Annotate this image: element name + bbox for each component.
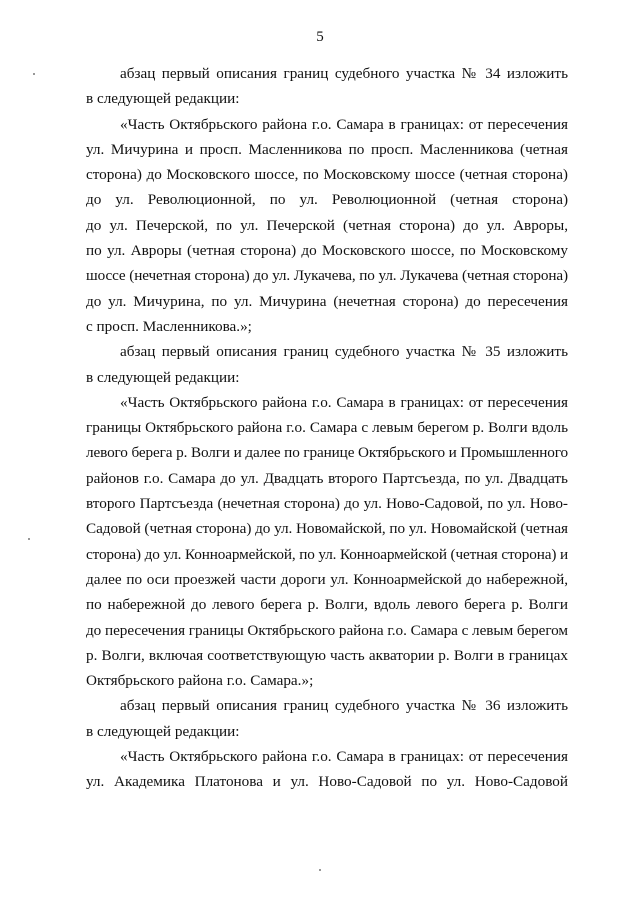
paragraph-boundary-35 bbox=[86, 390, 568, 694]
text-line: второго Партсъезда (нечетная сторона) до ул. Ново-Садовой, по ул. Ново- bbox=[86, 495, 568, 513]
paragraph-boundary-36 bbox=[86, 744, 568, 795]
text-line: абзац первый описания границ судебного участка № 36 изложить bbox=[120, 697, 568, 715]
scan-speck bbox=[33, 73, 35, 75]
text-line: сторона) до Московского шоссе, по Московскому шоссе (четная сторона) bbox=[86, 166, 568, 184]
text-line: до ул. Печерской, по ул. Печерской (четная сторона) до ул. Авроры, bbox=[86, 216, 568, 234]
text-line: Садовой (четная сторона) до ул. Новомайской, по ул. Новомайской (четная bbox=[86, 520, 568, 538]
text-line: с просп. Масленникова.»; bbox=[86, 317, 252, 335]
text-line: абзац первый описания границ судебного участка № 35 изложить bbox=[120, 343, 568, 361]
paragraph-amendment-34 bbox=[86, 61, 568, 112]
scan-speck bbox=[319, 869, 321, 871]
text-line: до ул. Революционной, по ул. Революционной (четная сторона) bbox=[86, 191, 568, 209]
scan-speck bbox=[28, 538, 30, 540]
text-line: р. Волги, включая соответствующую часть акватории р. Волги в границах bbox=[86, 646, 568, 664]
text-line: в следующей редакции: bbox=[86, 722, 240, 740]
text-line: шоссе (нечетная сторона) до ул. Лукачева, по ул. Лукачева (четная сторона) bbox=[86, 267, 568, 285]
text-line: ул. Академика Платонова и ул. Ново-Садовой по ул. Ново-Садовой bbox=[86, 773, 568, 791]
text-line: Октябрьского района г.о. Самара.»; bbox=[86, 672, 314, 690]
text-line: районов г.о. Самара до ул. Двадцать второго Партсъезда, по ул. Двадцать bbox=[86, 469, 568, 487]
paragraph-amendment-35 bbox=[86, 339, 568, 390]
document-body bbox=[86, 61, 568, 795]
paragraph-boundary-34 bbox=[86, 112, 568, 340]
page-number: 5 bbox=[316, 29, 324, 45]
text-line: абзац первый описания границ судебного участка № 34 изложить bbox=[120, 65, 568, 82]
text-line: «Часть Октябрьского района г.о. Самара в границах: от пересечения bbox=[120, 393, 568, 411]
text-line: «Часть Октябрьского района г.о. Самара в границах: от пересечения bbox=[120, 748, 568, 766]
text-line: до пересечения границы Октябрьского района г.о. Самара с левым берегом bbox=[86, 621, 568, 639]
text-line: до ул. Мичурина, по ул. Мичурина (нечетная сторона) до пересечения bbox=[86, 292, 568, 310]
text-line: левого берега р. Волги и далее по границе Октябрьского и Промышленного bbox=[86, 444, 568, 462]
text-line: по набережной до левого берега р. Волги, вдоль левого берега р. Волги bbox=[86, 596, 568, 614]
text-line: в следующей редакции: bbox=[86, 90, 240, 108]
text-line: ул. Мичурина и просп. Масленникова по просп. Масленникова (четная bbox=[86, 140, 568, 158]
text-line: в следующей редакции: bbox=[86, 368, 240, 386]
text-line: сторона) до ул. Конноармейской, по ул. Конноармейской (четная сторона) и bbox=[86, 545, 568, 563]
text-line: «Часть Октябрьского района г.о. Самара в границах: от пересечения bbox=[120, 115, 568, 133]
text-line: далее по оси проезжей части дороги ул. Конноармейской до набережной, bbox=[86, 570, 568, 588]
paragraph-amendment-36 bbox=[86, 693, 568, 744]
text-line: границы Октябрьского района г.о. Самара с левым берегом р. Волги вдоль bbox=[86, 419, 568, 437]
text-line: по ул. Авроры (четная сторона) до Московского шоссе, по Московскому bbox=[86, 242, 568, 260]
